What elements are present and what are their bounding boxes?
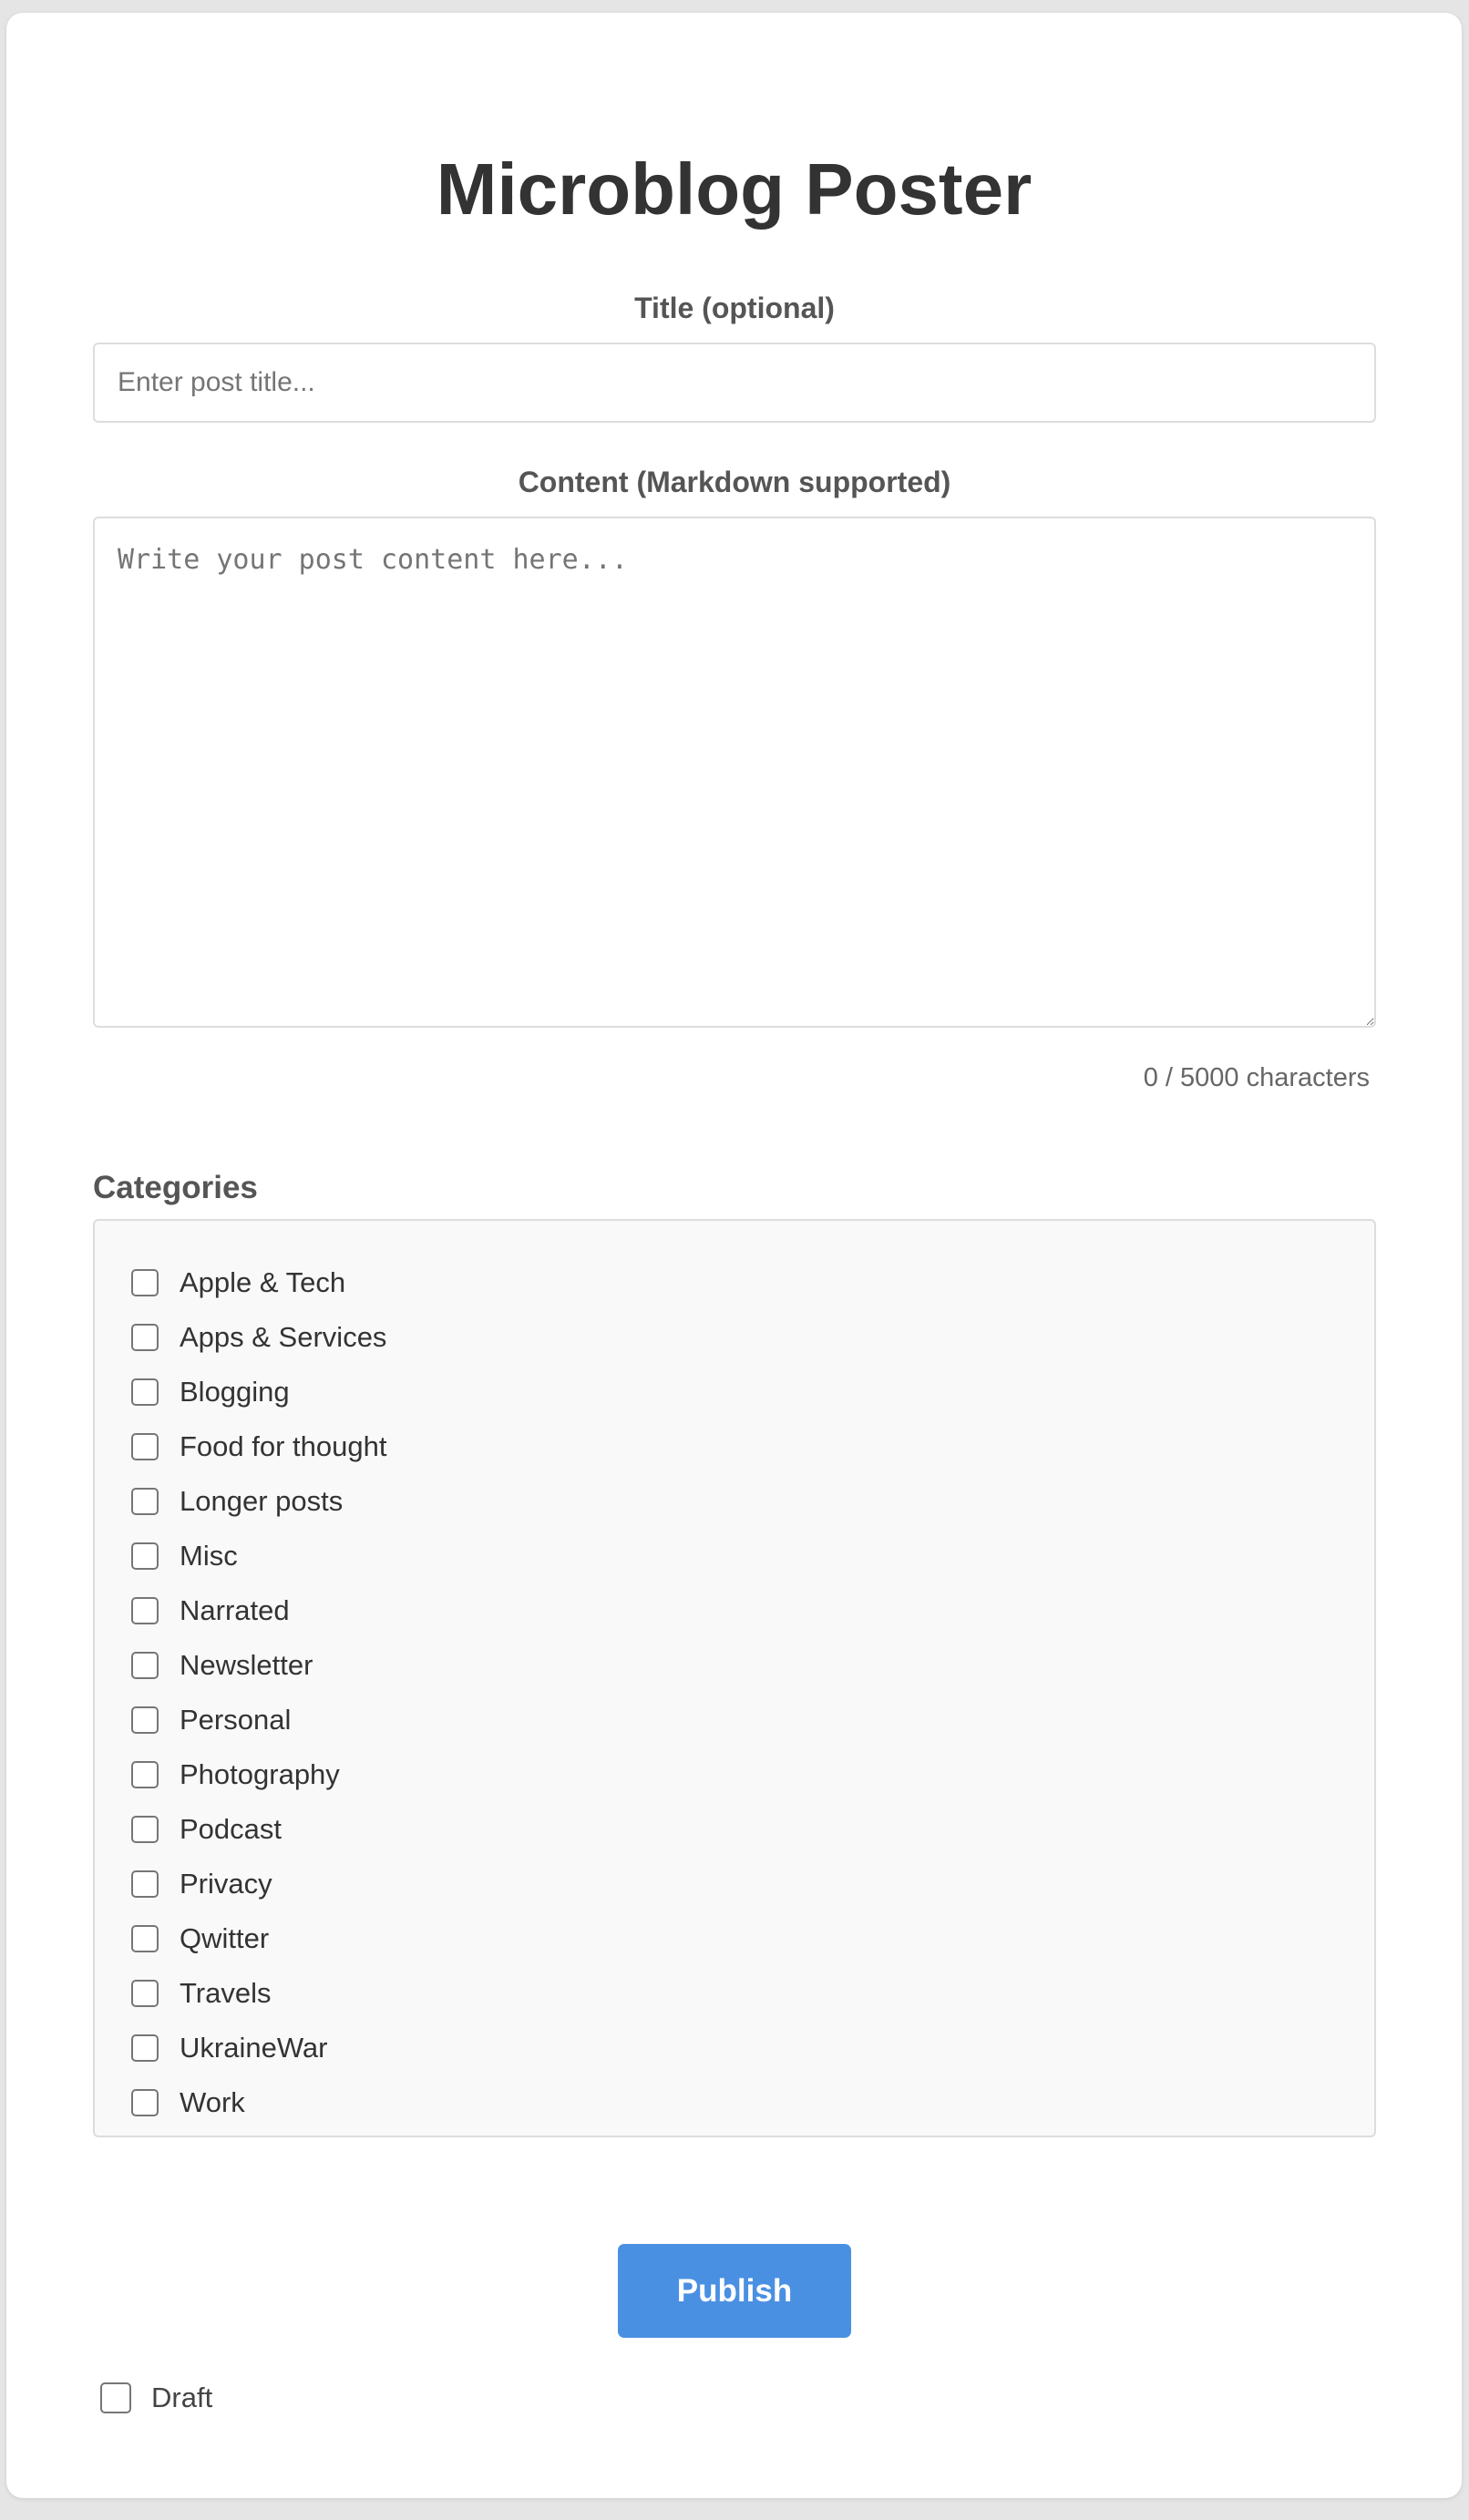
draft-checkbox[interactable]: [100, 2382, 131, 2413]
content-field-label: Content (Markdown supported): [518, 466, 951, 498]
category-item[interactable]: [131, 1319, 386, 1356]
category-checkbox[interactable]: [131, 1269, 159, 1296]
category-item[interactable]: [131, 1702, 291, 1738]
category-label: Newsletter: [180, 1649, 313, 1681]
publish-button[interactable]: Publish: [618, 2244, 851, 2338]
category-checkbox[interactable]: [131, 1433, 159, 1460]
category-label: Misc: [180, 1540, 238, 1572]
category-label: Food for thought: [180, 1430, 387, 1462]
category-checkbox[interactable]: [131, 2034, 159, 2062]
category-label: Qwitter: [180, 1922, 270, 1954]
category-item[interactable]: [131, 1429, 387, 1465]
category-checkbox[interactable]: [131, 1542, 159, 1570]
category-label: Photography: [180, 1758, 340, 1790]
category-label: Apple & Tech: [180, 1266, 346, 1298]
category-item[interactable]: [131, 1647, 313, 1684]
categories-heading: Categories: [93, 1170, 258, 1205]
form-card: [6, 13, 1462, 2498]
category-label: Longer posts: [180, 1485, 344, 1517]
category-checkbox[interactable]: [131, 1980, 159, 2007]
category-label: Work: [180, 2086, 245, 2118]
category-label: Travels: [180, 1977, 272, 2009]
category-checkbox[interactable]: [131, 1706, 159, 1734]
category-item[interactable]: [131, 1374, 290, 1410]
category-label: Privacy: [180, 1868, 272, 1900]
category-label: UkraineWar: [180, 2032, 328, 2064]
content-textarea[interactable]: [93, 517, 1376, 1028]
category-label: Narrated: [180, 1594, 290, 1626]
category-checkbox[interactable]: [131, 1652, 159, 1679]
page-title: Microblog Poster: [436, 149, 1032, 230]
category-item[interactable]: [131, 2085, 245, 2121]
category-checkbox[interactable]: [131, 1816, 159, 1843]
categories-list: [93, 1219, 1376, 2137]
category-item[interactable]: [131, 1811, 282, 1848]
category-checkbox[interactable]: [131, 1597, 159, 1624]
category-item[interactable]: [131, 1757, 340, 1793]
category-checkbox[interactable]: [131, 1870, 159, 1898]
category-checkbox[interactable]: [131, 1761, 159, 1788]
category-label: Podcast: [180, 1813, 282, 1845]
title-field-label: Title (optional): [634, 292, 835, 324]
category-item[interactable]: [131, 1921, 269, 1957]
category-label: Blogging: [180, 1376, 290, 1408]
category-item[interactable]: [131, 1593, 290, 1629]
category-checkbox[interactable]: [131, 2089, 159, 2116]
category-item[interactable]: [131, 1538, 238, 1574]
character-count: 0 / 5000 characters: [1143, 1063, 1370, 1092]
draft-toggle[interactable]: [100, 2382, 212, 2414]
title-input[interactable]: [93, 343, 1376, 423]
category-label: Personal: [180, 1704, 292, 1736]
category-checkbox[interactable]: [131, 1925, 159, 1952]
category-item[interactable]: [131, 1866, 272, 1902]
category-checkbox[interactable]: [131, 1378, 159, 1406]
category-label: Apps & Services: [180, 1321, 387, 1353]
category-item[interactable]: [131, 1975, 271, 2012]
category-checkbox[interactable]: [131, 1324, 159, 1351]
category-item[interactable]: [131, 1265, 345, 1301]
category-checkbox[interactable]: [131, 1488, 159, 1515]
draft-label: Draft: [151, 2382, 213, 2413]
category-item[interactable]: [131, 2030, 328, 2066]
category-item[interactable]: [131, 1483, 343, 1520]
